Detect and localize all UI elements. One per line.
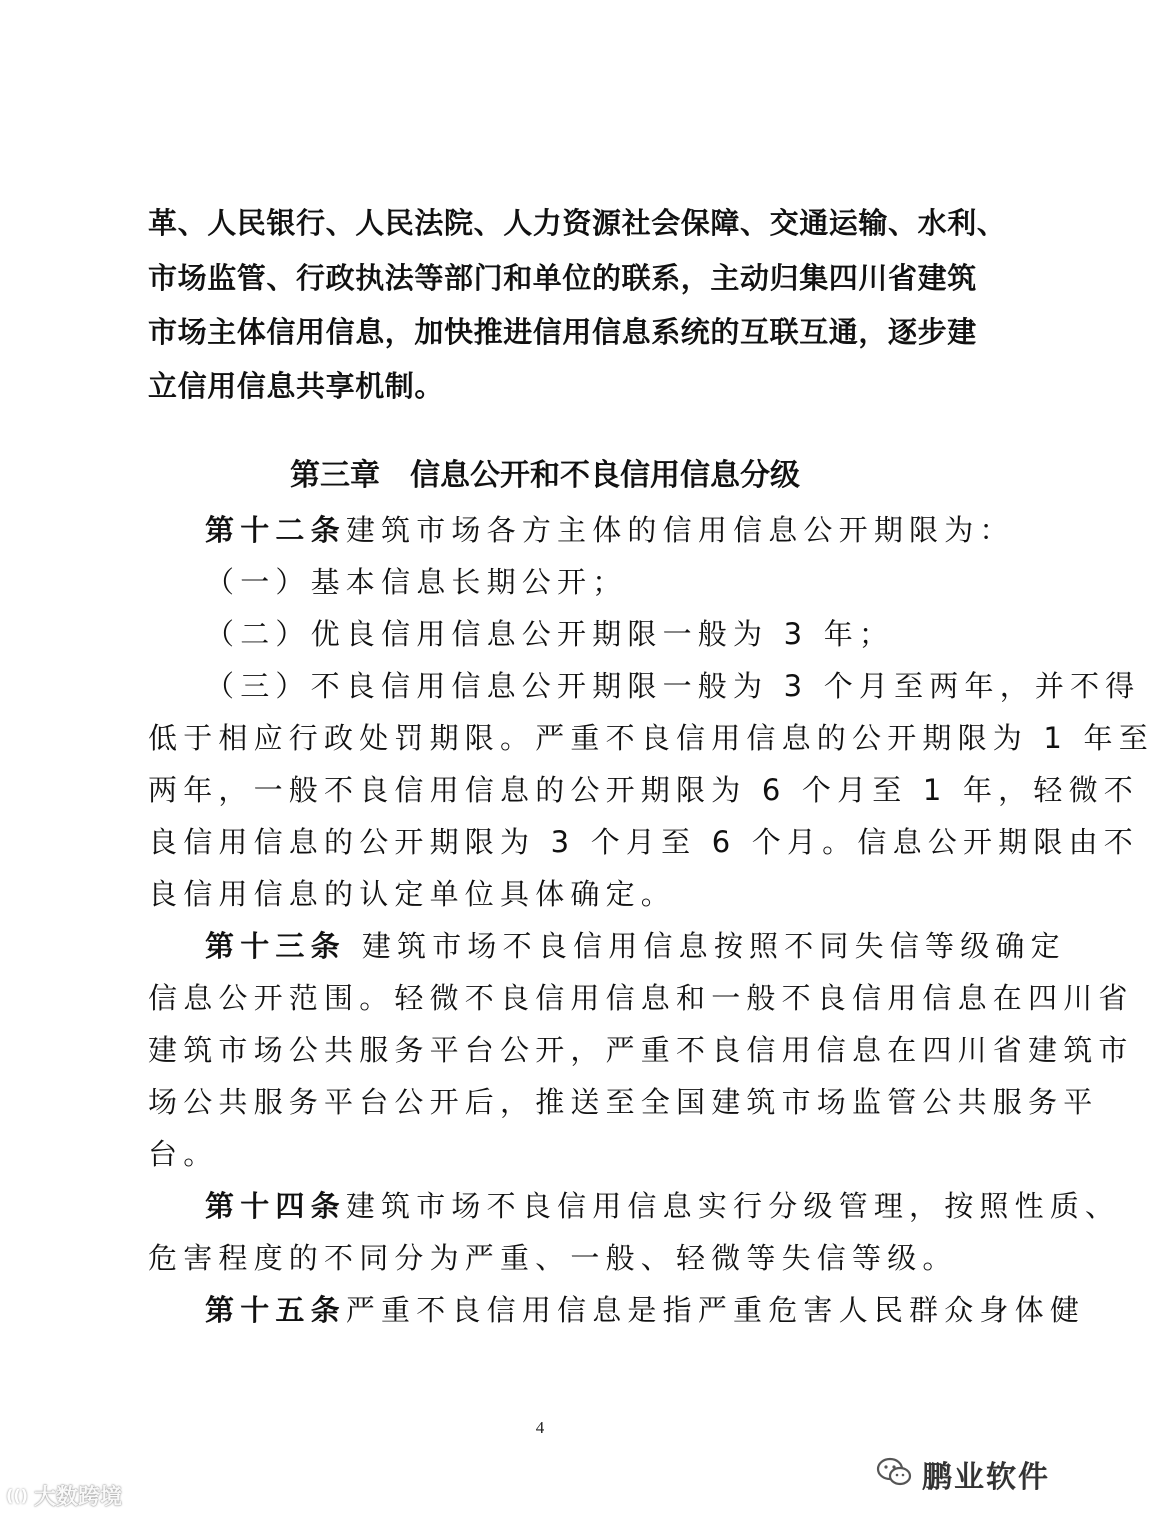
watermark-left: [6, 1480, 122, 1511]
wechat-icon: [876, 1456, 912, 1492]
article-13-first-line: [205, 926, 1066, 966]
article-13-line: 建筑市场公共服务平台公开，严重不良信用信息在四川省建筑市: [148, 1033, 1134, 1067]
page-number: 4: [535, 1418, 545, 1437]
article-12-item-3-line: 良信用信息的公开期限为 3 个月至 6 个月。信息公开期限由不: [148, 825, 1139, 859]
article-12-item-3-line: 低于相应行政处罚期限。严重不良信用信息的公开期限为 1 年至: [148, 721, 1154, 755]
chapter-heading: [0, 456, 1080, 496]
article-label: 第十四条: [205, 1189, 346, 1223]
article-15-first-line: [205, 1290, 1086, 1330]
watermark-right: [876, 1452, 1050, 1496]
paragraph-line: 革、人民银行、人民法院、人力资源社会保障、交通运输、水利、: [148, 206, 1007, 240]
article-label: 第十二条: [205, 513, 346, 547]
watermark-right-text: 鹏业软件: [922, 1460, 1050, 1495]
article-13-line: 场公共服务平台公开后，推送至全国建筑市场监管公共服务平: [148, 1085, 1099, 1119]
article-text: 建筑市场各方主体的信用信息公开期限为：: [345, 513, 1015, 547]
paragraph-line: 立信用信息共享机制。: [148, 369, 445, 403]
article-12-item-3-line: 两年，一般不良信用信息的公开期限为 6 个月至 1 年，轻微不: [148, 773, 1139, 807]
article-text: 建筑市场不良信用信息按照不同失信等级确定: [361, 929, 1066, 963]
article-12-item-3-line: 良信用信息的认定单位具体确定。: [148, 877, 677, 911]
article-13-line: 信息公开范围。轻微不良信用信息和一般不良信用信息在四川省: [148, 981, 1134, 1015]
article-12-intro-line: [205, 510, 1015, 550]
article-12-item-2: （二）优良信用信息公开期限一般为 3 年；: [205, 617, 895, 651]
article-label: 第十五条: [205, 1293, 346, 1327]
article-12-item-3-line: （三）不良信用信息公开期限一般为 3 个月至两年，并不得: [205, 669, 1141, 703]
article-12-item-1: （一）基本信息长期公开；: [205, 565, 628, 599]
article-text: 严重不良信用信息是指严重危害人民群众身体健: [345, 1293, 1086, 1327]
watermark-logo: ((): [6, 1486, 28, 1505]
chapter-number: 第三章: [290, 458, 380, 493]
article-text: 建筑市场不良信用信息实行分级管理，按照性质、: [345, 1189, 1121, 1223]
article-13-line: 台。: [148, 1137, 219, 1171]
article-label: 第十三条: [205, 929, 346, 963]
watermark-left-text: 大数跨境: [33, 1485, 122, 1510]
chapter-title: 信息公开和不良信用信息分级: [410, 458, 800, 493]
paragraph-line: 市场主体信用信息，加快推进信用信息系统的互联互通，逐步建: [148, 315, 977, 349]
paragraph-line: 市场监管、行政执法等部门和单位的联系，主动归集四川省建筑: [148, 261, 977, 295]
article-14-first-line: [205, 1186, 1121, 1226]
article-14-line: 危害程度的不同分为严重、一般、轻微等失信等级。: [148, 1241, 958, 1275]
